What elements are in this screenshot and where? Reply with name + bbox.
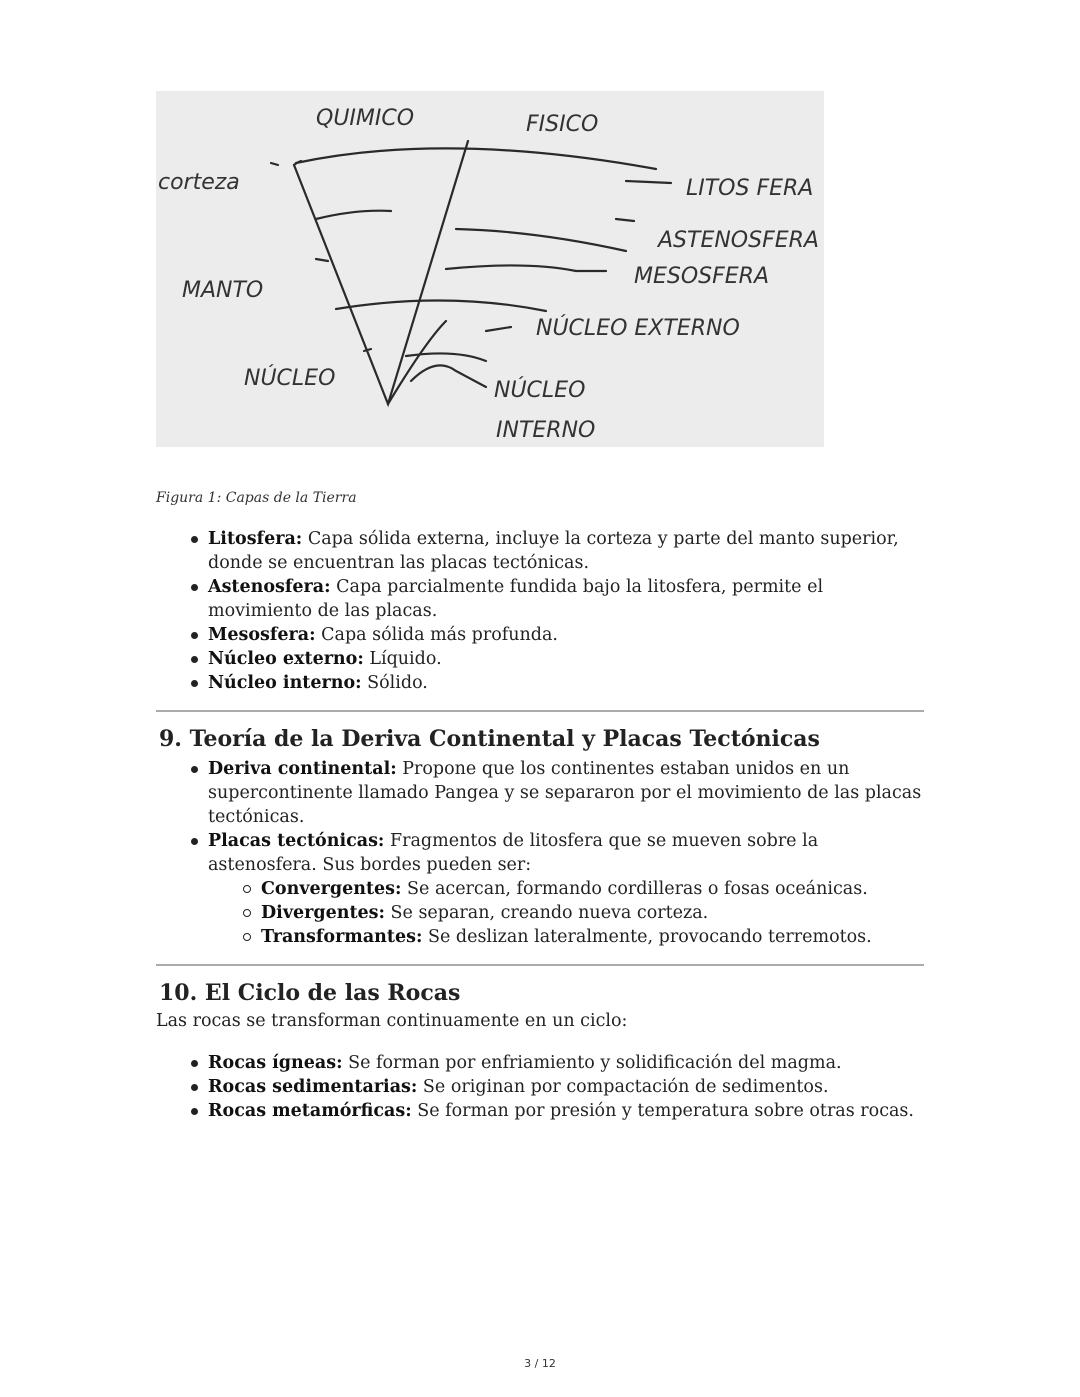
- label-nucleo-externo: NÚCLEO EXTERNO: [536, 316, 740, 341]
- section-10-block: [156, 1051, 926, 1123]
- list-item-term: Deriva continental:: [208, 759, 397, 779]
- sub-list-item-text: Se deslizan lateralmente, provocando terremotos.: [422, 927, 872, 947]
- list-item: [156, 623, 926, 647]
- section-divider: [156, 964, 924, 966]
- list-item-term: Mesosfera:: [208, 625, 316, 645]
- list-item-term: Placas tectónicas:: [208, 831, 385, 851]
- list-item: [156, 829, 926, 949]
- sub-list-item-text: Se separan, creando nueva corteza.: [384, 903, 709, 923]
- list-item-text: Líquido.: [363, 649, 442, 669]
- list-item: [156, 527, 926, 575]
- list-item-text: Se forman por enfriamiento y solidificación del magma.: [342, 1053, 842, 1073]
- list-item-term: Rocas sedimentarias:: [208, 1077, 418, 1097]
- sub-list-item-term: Divergentes:: [261, 903, 385, 923]
- label-quimico: QUIMICO: [316, 106, 415, 131]
- surface-arc: [296, 148, 656, 169]
- list-item-text: Propone que los continentes estaban unidos en un supercontinente llamado Pangea y se separaron por el movimiento de las placas tectónicas.: [208, 759, 922, 827]
- list-item-text: Se forman por presión y temperatura sobre otras rocas.: [411, 1101, 914, 1121]
- plate-boundaries-list: [208, 877, 926, 949]
- list-item-term: Núcleo externo:: [208, 649, 364, 669]
- label-fisico: FISICO: [526, 112, 599, 137]
- earth-layers-figure: [156, 91, 824, 447]
- section-9-title: 9. Teoría de la Deriva Continental y Placas Tectónicas: [159, 726, 820, 752]
- layers-list-block: [156, 527, 926, 695]
- figure-caption: Figura 1: Capas de la Tierra: [156, 490, 357, 506]
- section-10-title: 10. El Ciclo de las Rocas: [159, 980, 461, 1006]
- label-mesosfera: MESOSFERA: [634, 264, 770, 289]
- label-astenosfera: ASTENOSFERA: [658, 228, 819, 253]
- list-item: [156, 647, 926, 671]
- section-9-block: [156, 757, 926, 949]
- list-item-term: Rocas ígneas:: [208, 1053, 343, 1073]
- list-item-text: Capa sólida externa, incluye la corteza y parte del manto superior, donde se encuentran las placas tectónicas.: [208, 529, 899, 573]
- section-divider: [156, 710, 924, 712]
- list-item: [156, 575, 926, 623]
- label-manto: MANTO: [182, 278, 264, 303]
- list-item-text: Se originan por compactación de sedimentos.: [417, 1077, 829, 1097]
- section-10-intro: Las rocas se transforman continuamente en un ciclo:: [156, 1011, 628, 1031]
- list-item-term: Astenosfera:: [208, 577, 331, 597]
- earth-layers-drawing: [156, 91, 824, 447]
- list-item-text: Fragmentos de litosfera que se mueven sobre la astenosfera. Sus bordes pueden ser:: [208, 831, 819, 875]
- list-item-term: Núcleo interno:: [208, 673, 362, 693]
- list-item: [156, 757, 926, 829]
- sub-list-item-term: Transformantes:: [261, 927, 423, 947]
- label-nucleo-interno-1: NÚCLEO: [494, 378, 586, 403]
- label-corteza: corteza: [158, 170, 240, 195]
- list-item-term: Rocas metamórficas:: [208, 1101, 412, 1121]
- layers-list: [156, 527, 926, 695]
- list-item: [156, 1051, 926, 1075]
- sub-list-item: [208, 877, 926, 901]
- sub-list-item: [208, 925, 926, 949]
- section-10-list: [156, 1051, 926, 1123]
- page-number: 3 / 12: [524, 1357, 556, 1370]
- sub-list-item-term: Convergentes:: [261, 879, 402, 899]
- list-item-text: Capa sólida más profunda.: [315, 625, 558, 645]
- list-item: [156, 1099, 926, 1123]
- list-item-text: Sólido.: [361, 673, 428, 693]
- label-litosfera: LITOS FERA: [686, 176, 814, 201]
- label-nucleo: NÚCLEO: [244, 366, 336, 391]
- list-item: [156, 671, 926, 695]
- section-9-list: [156, 757, 926, 949]
- sub-list-item-text: Se acercan, formando cordilleras o fosas oceánicas.: [401, 879, 868, 899]
- list-item-text: Capa parcialmente fundida bajo la litosfera, permite el movimiento de las placas.: [208, 577, 824, 621]
- label-nucleo-interno-2: INTERNO: [496, 418, 596, 443]
- sub-list-item: [208, 901, 926, 925]
- list-item-term: Litosfera:: [208, 529, 303, 549]
- list-item: [156, 1075, 926, 1099]
